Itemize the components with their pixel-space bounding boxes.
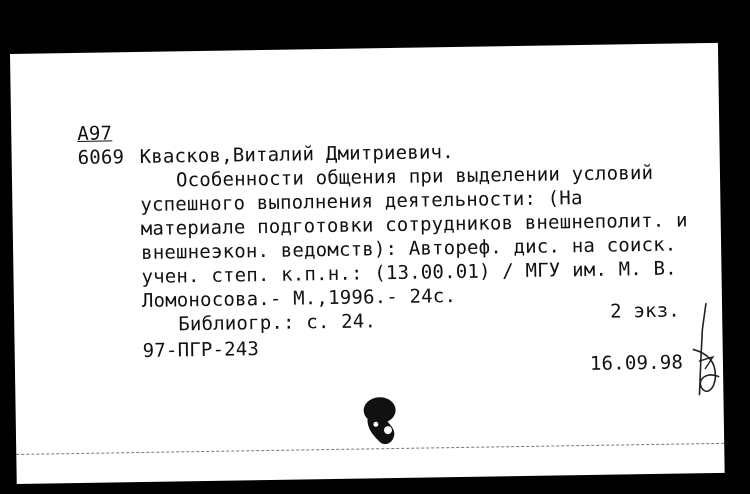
description-line-6: Ломоносова.- М.,1996.- 24с. bbox=[141, 285, 457, 312]
bibliography-note: Библиогр.: с. 24. bbox=[178, 310, 377, 336]
catalog-card bbox=[10, 43, 725, 484]
description-line-3: материале подготовки сотрудников внешнеполит. и bbox=[140, 209, 688, 240]
handwritten-signature bbox=[682, 299, 730, 410]
accession-number: 6069 bbox=[77, 146, 125, 169]
description-line-5: учен. степ. к.п.н.: (13.00.01) / МГУ им. М. В. bbox=[141, 257, 678, 288]
shelf-mark: А97 bbox=[77, 122, 113, 145]
description-line-2: успешного выполнения деятельности: (На bbox=[140, 187, 583, 216]
description-line-1: Особенности общения при выделении условий bbox=[175, 161, 654, 192]
ink-blot-punch-hole bbox=[357, 394, 406, 451]
record-code: 97-ПГР-243 bbox=[142, 338, 260, 362]
date-stamp: 16.09.98 bbox=[589, 351, 684, 375]
author-heading: Квасков,Виталий Дмитриевич. bbox=[139, 141, 455, 168]
copies-count: 2 экз. bbox=[609, 299, 681, 323]
description-line-4: внешнеэкон. ведомств): Автореф. дис. на соиск. bbox=[140, 233, 677, 264]
